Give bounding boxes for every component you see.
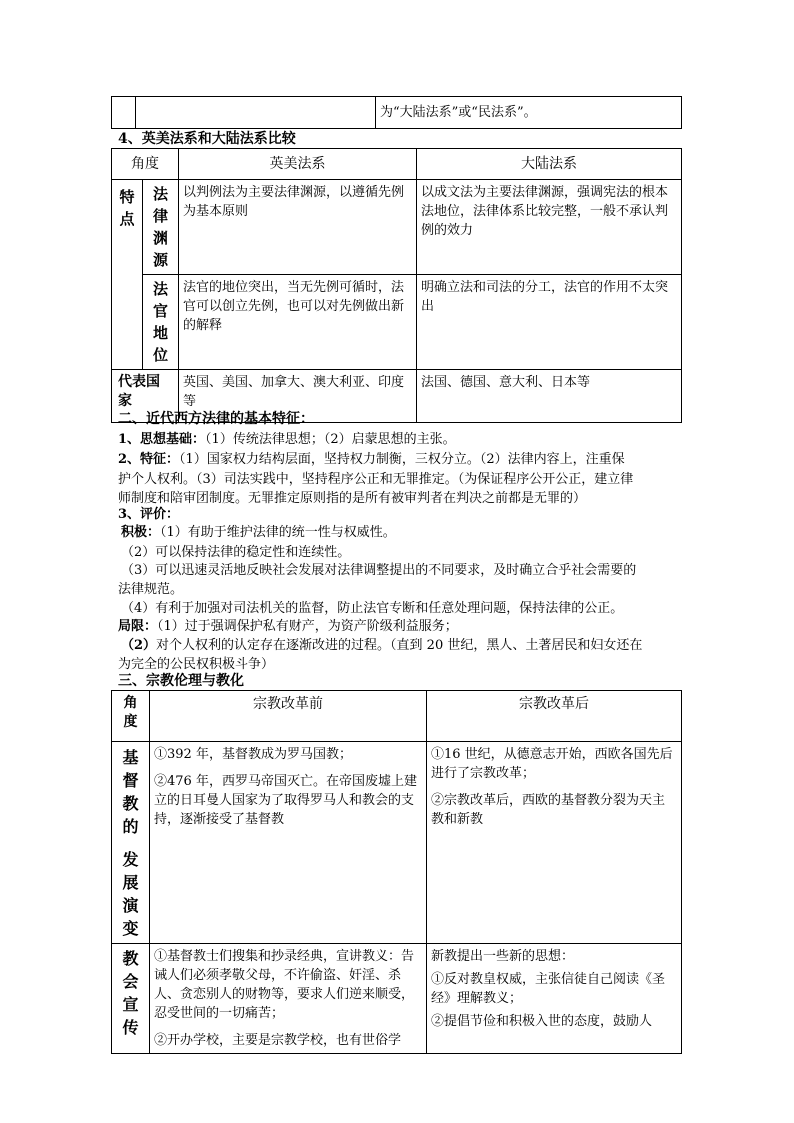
header-continental: 大陆法系 — [417, 149, 682, 180]
rep-label: 代表国家 — [112, 370, 179, 423]
row1-after — [427, 742, 682, 944]
row2-before-p1: ①基督教士们搜集和抄录经典，宣讲教义：告诫人们必须孝敬父母，不许偷盗、奸淫、杀人、贪恋别人的财物等，要求人们逆来顺受，忍受世间的一切痛苦； — [154, 949, 415, 1021]
header-after: 宗教改革后 — [427, 691, 682, 742]
text-line: （3）可以迅速灵活地反映社会发展对法律调整提出的不同要求，及时确立合乎社会需要的 — [121, 563, 637, 578]
sub-label-source: 法律渊源 — [143, 180, 179, 275]
feature-label: 特点 — [112, 180, 143, 370]
table-row — [112, 944, 682, 1054]
row1-before-p1: ①392 年，基督教成为罗马国教； — [154, 747, 352, 762]
text-line: （2）对个人权利的认定存在逐渐改进的过程。（直到 20 世纪，黑人、土著居民和妇女还在 — [121, 638, 643, 653]
table-row — [112, 275, 682, 370]
row2-after-p3: ②提倡节俭和积极入世的态度，鼓励人 — [431, 1014, 653, 1029]
sub-label-judge: 法官地位 — [143, 275, 179, 370]
section-4-heading: 4、英美法系和大陆法系比较 — [118, 131, 296, 147]
row2-before-p2: ②开办学校，主要是宗教学校，也有世俗学 — [154, 1033, 402, 1048]
text-line: 为完全的公民权积极斗争） — [118, 657, 275, 672]
religion-table — [111, 690, 682, 1054]
continental-judge: 明确立法和司法的分工，法官的作用不太突出 — [417, 275, 682, 370]
rep-continental: 法国、德国、意大利、日本等 — [417, 370, 682, 423]
row1-before — [150, 742, 427, 944]
header-aspect: 角度 — [112, 149, 179, 180]
row1-before-p2: ②476 年，西罗马帝国灭亡。在帝国废墟上建立的日耳曼人国家为了取得罗马人和教会的支持，逐渐接受了基督教 — [154, 774, 417, 827]
rep-anglo: 英国、美国、加拿大、澳大利亚、印度等 — [179, 370, 417, 423]
row2-after-p2: ①反对教皇权威，主张信徒自己阅读《圣经》理解教义； — [431, 972, 666, 1006]
text-line: 法律规范。 — [118, 582, 184, 597]
text-line: 2、特征：（1）国家权力结构层面，坚持权力制衡，三权分立。（2）法律内容上，注重保 — [118, 452, 625, 467]
top-table-cell-empty-1 — [112, 97, 136, 129]
anglo-judge: 法官的地位突出，当无先例可循时，法官可以创立先例，也可以对先例做出新的解释 — [179, 275, 417, 370]
header-anglo: 英美法系 — [179, 149, 417, 180]
anglo-source: 以判例法为主要法律渊源，以遵循先例为基本原则 — [179, 180, 417, 275]
text-line: 积极：（1）有助于维护法律的统一性与权威性。 — [121, 525, 396, 540]
row2-label: 教会宣传 — [112, 944, 150, 1054]
row2-after — [427, 944, 682, 1054]
top-table — [111, 96, 682, 129]
religion-header-row — [112, 691, 682, 742]
text-line: 护个人权利。（3）司法实践中，坚持程序公正和无罪推定。（为保证程序公开公正，建立律 — [118, 472, 634, 487]
table-row — [112, 180, 682, 275]
table-row — [112, 742, 682, 944]
comparison-table — [111, 148, 682, 423]
row1-label: 基督教的 发展演变 — [112, 742, 150, 944]
row1-after-p1: ①16 世纪，从德意志开始，西欧各国先后进行了宗教改革； — [431, 747, 673, 781]
section-three-heading: 三、宗教伦理与教化 — [118, 673, 244, 689]
row2-after-p1: 新教提出一些新的思想： — [431, 949, 575, 964]
text-line: 局限：（1）过于强调保护私有财产，为资产阶级利益服务； — [118, 619, 458, 634]
text-line: 1、思想基础：（1）传统法律思想；（2）启蒙思想的主张。 — [118, 432, 456, 447]
top-table-cell-text: 为“大陆法系”或“民法系”。 — [376, 97, 682, 129]
header-aspect: 角度 — [112, 691, 150, 742]
header-before: 宗教改革前 — [150, 691, 427, 742]
text-line: （4）有利于加强对司法机关的监督，防止法官专断和任意处理问题，保持法律的公正。 — [121, 601, 624, 616]
section-two-heading: 二、近代西方法律的基本特征： — [118, 411, 314, 427]
comparison-header-row — [112, 149, 682, 180]
top-table-cell-empty-2 — [136, 97, 376, 129]
text-line: 3、评价： — [118, 507, 180, 522]
row2-before — [150, 944, 427, 1054]
continental-source: 以成文法为主要法律渊源，强调宪法的根本法地位，法律体系比较完整，一般不承认判例的效力 — [417, 180, 682, 275]
text-line: （2）可以保持法律的稳定性和连续性。 — [121, 545, 351, 560]
text-line: 师制度和陪审团制度。无罪推定原则指的是所有被审判者在判决之前都是无罪的） — [118, 491, 587, 506]
row1-after-p2: ②宗教改革后，西欧的基督教分裂为天主教和新教 — [431, 793, 666, 827]
